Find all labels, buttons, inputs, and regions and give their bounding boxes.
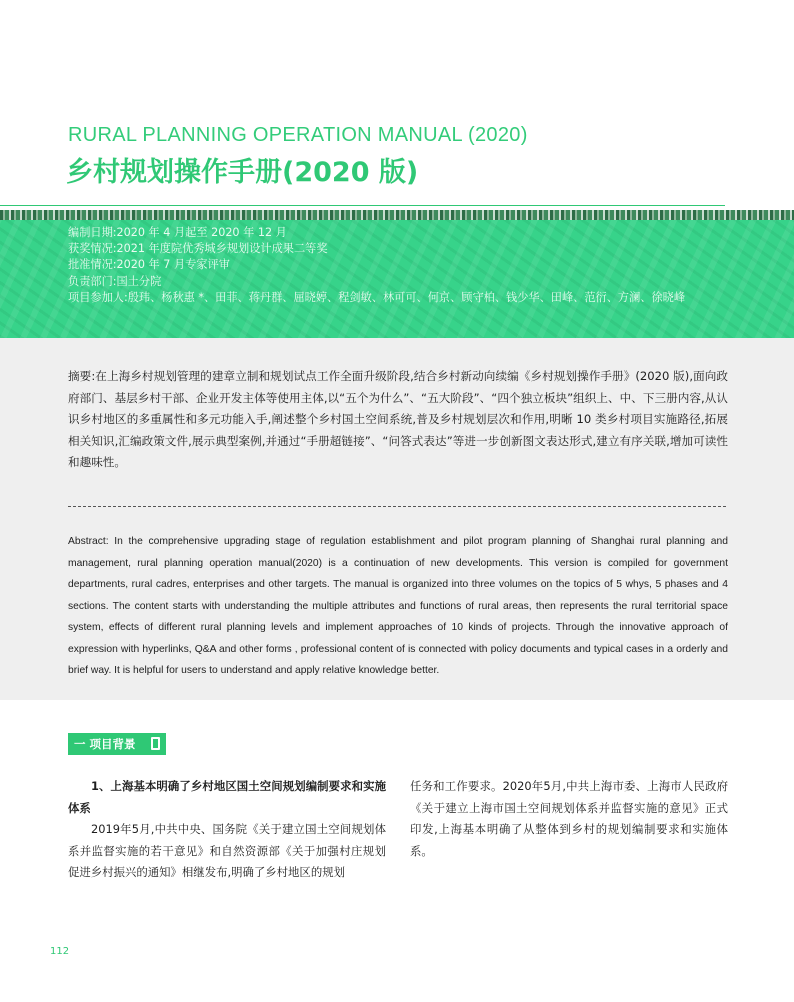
meta-approval: 批准情况:2020 年 7 月专家评审	[68, 258, 230, 272]
meta-award: 获奖情况:2021 年度院优秀城乡规划设计成果二等奖	[68, 242, 328, 256]
body-paragraph: 2019年5月,中共中央、国务院《关于建立国土空间规划体系并监督实施的若干意见》和自然资源部《关于加强村庄规划促进乡村振兴的通知》相继发布,明确了乡村地区的规划	[68, 822, 386, 879]
meta-department: 负责部门:国土分院	[68, 274, 162, 288]
subsection-heading: 1、上海基本明确了乡村地区国土空间规划编制要求和实施体系	[68, 779, 386, 815]
body-right-column	[410, 776, 728, 862]
abstract-divider	[68, 506, 726, 507]
section-tag-label: 一 项目背景	[74, 737, 136, 751]
abstract-cn: 摘要:在上海乡村规划管理的建章立制和规划试点工作全面升级阶段,结合乡村新动向续编《乡村规划操作手册》(2020 版),面向政府部门、基层乡村干部、企业开发主体等使用主体,以“五个为什么”、“五大阶段”、“四个独立板块”组织上、中、下三册内容,从认识乡村地区的多重属性和多元功能入手,阐述整个乡村国土空间系统,普及乡村规划层次和作用,明晰 10 类乡村项目实施路径,拓展相关知识,汇编政策文件,展示典型案例,并通过“手册超链接”、“问答式表达”等进一步创新图文表达形式,建立有序关联,增加可读性和趣味性。	[68, 369, 728, 469]
body-paragraph-continued: 任务和工作要求。2020年5月,中共上海市委、上海市人民政府《关于建立上海市国土空间规划体系并监督实施的意见》正式印发,上海基本明确了从整体到乡村的规划编制要求和实施体系。	[410, 779, 728, 858]
title-en: RURAL PLANNING OPERATION MANUAL (2020)	[68, 124, 528, 146]
title-rule	[0, 205, 725, 206]
bracket-icon	[151, 737, 160, 750]
meta-participants: 项目参加人:殷玮、杨秋惠 *、田菲、蒋丹群、屈晓婷、程剑敏、林可可、何京、顾守柏、钱少华、田峰、范衍、方澜、徐晓峰	[68, 290, 686, 304]
section-tag	[68, 733, 166, 755]
aerial-texture-strip	[0, 210, 794, 220]
title-cn: 乡村规划操作手册(2020 版)	[66, 157, 419, 188]
project-meta	[68, 225, 768, 306]
body-left-column	[68, 776, 386, 884]
page-number: 112	[50, 946, 70, 957]
abstract-en: Abstract: In the comprehensive upgrading stage of regulation establishment and pilot program planning of Shanghai rural planning and management, rural planning operation manual(2020) is a continuation of new developments. This version is compiled for government departments, rural cadres, enterprises and other targets. The manual is organized into three volumes on the topics of 5 whys, 5 phases and 4 sections. The content starts with understanding the multiple attributes and functions of rural areas, then represents the rural territorial space system, effects of different rural planning levels and implement approaches of 10 kinds of projects. Through the innovative approach of expression with hyperlinks, Q&A and other forms , professional content of is connected with policy documents and typical cases in a orderly and brief way. It is helpful for users to understand and apply relative knowledge better.	[68, 536, 728, 676]
meta-date: 编制日期:2020 年 4 月起至 2020 年 12 月	[68, 226, 287, 239]
